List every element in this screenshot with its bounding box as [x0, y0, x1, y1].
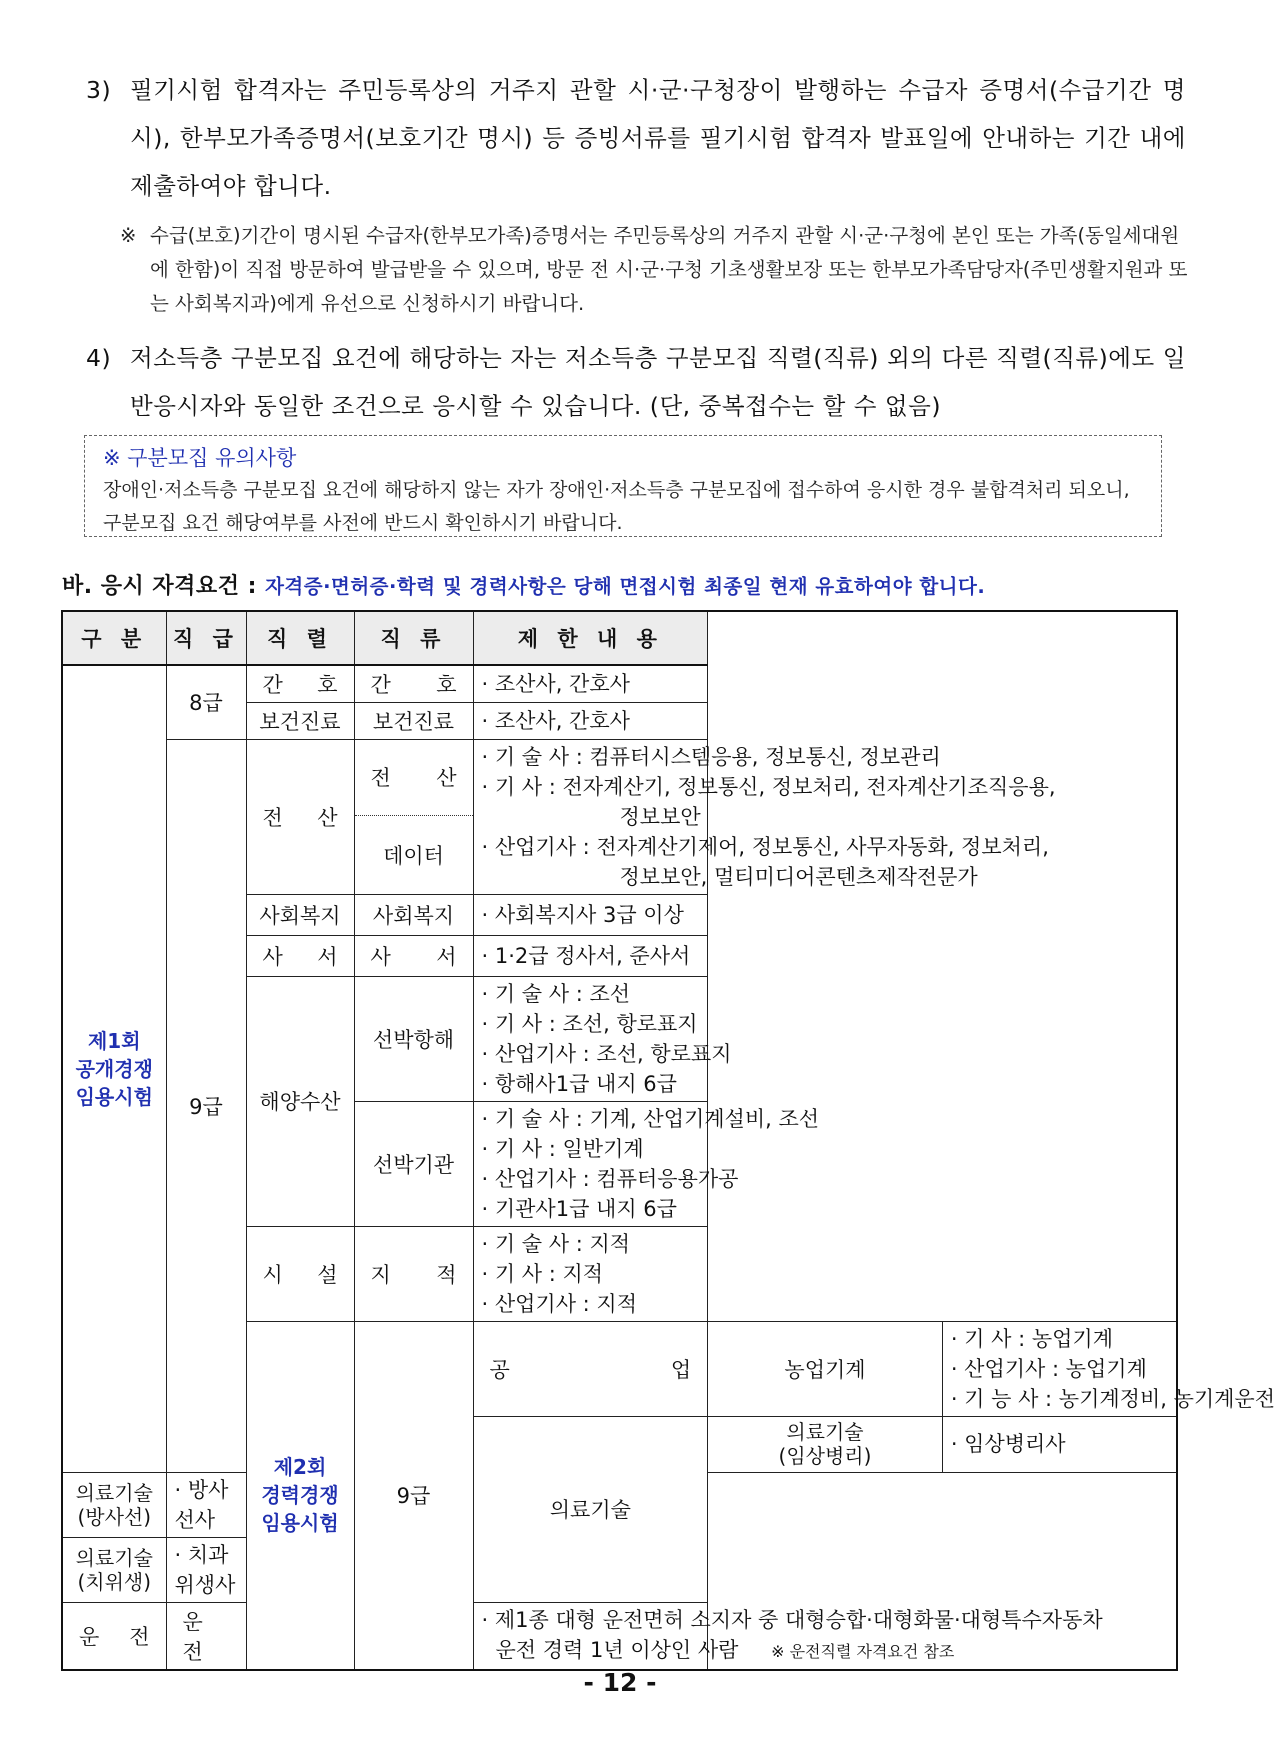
condition-line: · 기 술 사 : 조선 [481, 981, 631, 1006]
class-cell: 농업기계 [708, 1321, 943, 1416]
condition-line: · 기 술 사 : 지적 [481, 1231, 631, 1256]
series-cell: 공 업 [473, 1321, 708, 1416]
paragraph-3 [86, 66, 1186, 210]
class-cell: 의료기술 (방사선) [62, 1472, 166, 1537]
class-cell: 데이터 [354, 815, 473, 894]
condition-line: · 산업기사 : 조선, 항로표지 [481, 1041, 732, 1066]
class-cell: 보건진료 [354, 702, 473, 739]
class-cell: 운 전 [166, 1602, 246, 1670]
class-cell: 전 산 [354, 739, 473, 815]
conditions-cell: · 1·2급 정사서, 준사서 [473, 935, 708, 976]
table-row [62, 1602, 1177, 1670]
condition-line: · 기 사 : 조선, 항로표지 [481, 1011, 698, 1036]
table-header-row [62, 611, 1177, 665]
class-cell: 사회복지 [354, 894, 473, 935]
conditions-cell: · 임상병리사 [942, 1416, 1177, 1472]
series-cell: 사회복지 [246, 894, 354, 935]
series-cell: 사 서 [246, 935, 354, 976]
caution-box [84, 435, 1162, 537]
conditions-cell: · 사회복지사 3급 이상 [473, 894, 708, 935]
series-cell: 간 호 [246, 665, 354, 702]
paragraph-number: 4) [86, 344, 112, 372]
condition-line: · 산업기사 : 전자계산기제어, 정보통신, 사무자동화, 정보처리, [481, 834, 1049, 859]
condition-line: · 기 사 : 전자계산기, 정보통신, 정보처리, 전자계산기조직응용, [481, 774, 1056, 799]
conditions-cell: · 조산사, 간호사 [473, 702, 708, 739]
series-cell: 운 전 [62, 1602, 166, 1670]
condition-line: · 기 사 : 일반기계 [481, 1136, 644, 1161]
condition-line: · 기 사 : 지적 [481, 1261, 604, 1286]
condition-line: 정보보안 [619, 804, 701, 829]
conditions-cell: · 치과위생사 [166, 1537, 246, 1602]
header-class: 직 류 [354, 611, 473, 665]
conditions-cell [473, 1226, 708, 1321]
condition-line: · 산업기사 : 지적 [481, 1291, 637, 1316]
header-category: 구 분 [62, 611, 166, 665]
conditions-cell: · 조산사, 간호사 [473, 665, 708, 702]
note-mark: ※ [120, 224, 137, 247]
header-grade: 직 급 [166, 611, 246, 665]
paragraph-text: 저소득층 구분모집 요건에 해당하는 자는 저소득층 구분모집 직렬(직류) 외의 다른 직렬(직류)에도 일반응시자와 동일한 조건으로 응시할 수 있습니다. (단, 중복접수는 할 수 없음) [130, 344, 1186, 420]
class-cell: 의료기술 (임상병리) [708, 1416, 943, 1472]
class-cell: 선박기관 [354, 1101, 473, 1226]
exam-type-1: 제1회 공개경쟁 임용시험 [62, 665, 166, 1472]
conditions-cell: · 방사선사 [166, 1472, 246, 1537]
series-cell: 보건진료 [246, 702, 354, 739]
exam-type-2: 제2회 경력경쟁 임용시험 [246, 1321, 354, 1670]
note-certificate [120, 219, 1188, 321]
section-title: 바. 응시 자격요건 : [62, 574, 257, 599]
table-row [62, 665, 1177, 702]
conditions-cell [473, 1101, 820, 1226]
caution-text: 장애인·저소득층 구분모집 요건에 해당하지 않는 자가 장애인·저소득층 구분모집에 접수하여 응시한 경우 불합격처리 되오니, 구분모집 요건 해당여부를 사전에 반드시 확인하시기 바랍니다. [103, 479, 1130, 534]
series-cell: 시 설 [246, 1226, 354, 1321]
grade-cell: 9급 [354, 1321, 473, 1670]
condition-line: · 항해사1급 내지 6급 [481, 1071, 677, 1096]
class-cell: 사 서 [354, 935, 473, 976]
conditions-cell [473, 739, 1056, 894]
conditions-cell [473, 1602, 1103, 1670]
condition-line: · 기 술 사 : 컴퓨터시스템응용, 정보통신, 정보관리 [481, 744, 941, 769]
series-cell: 의료기술 [473, 1416, 708, 1602]
section-subtitle: 자격증·면허증·학력 및 경력사항은 당해 면접시험 최종일 현재 유효하여야 합니다. [265, 575, 986, 598]
requirements-table [61, 610, 1275, 1671]
table-row [62, 739, 1177, 815]
conditions-cell [473, 976, 732, 1101]
class-cell: 의료기술 (치위생) [62, 1537, 166, 1602]
grade-cell: 9급 [166, 739, 246, 1472]
note-text: 수급(보호)기간이 명시된 수급자(한부모가족)증명서는 주민등록상의 거주지 관할 시·군·구청에 본인 또는 가족(동일세대원에 한함)이 직접 방문하여 발급받을 수 있으며, 방문 전 시·군·구청 기초생활보장 또는 한부모가족담당자(주민생활지원과 또는 사회복지과)에게 유선으로 신청하시기 바랍니다. [150, 224, 1188, 315]
condition-line: 정보보안, 멀티미디어콘텐츠제작전문가 [619, 864, 978, 889]
section-heading [62, 569, 985, 600]
series-cell: 전 산 [246, 739, 354, 894]
paragraph-4 [86, 334, 1186, 430]
condition-line: · 기 술 사 : 기계, 산업기계설비, 조선 [481, 1106, 820, 1131]
series-cell: 해양수산 [246, 976, 354, 1226]
paragraph-text: 필기시험 합격자는 주민등록상의 거주지 관할 시·군·구청장이 발행하는 수급자 증명서(수급기간 명시), 한부모가족증명서(보호기간 명시) 등 증빙서류를 필기시험 합격자 발표일에 안내하는 기간 내에 제출하여야 합니다. [130, 76, 1186, 200]
condition-line: · 제1종 대형 운전면허 소지자 중 대형승합·대형화물·대형특수자동차 [481, 1607, 1103, 1632]
class-cell: 선박항해 [354, 976, 473, 1101]
class-cell: 간 호 [354, 665, 473, 702]
page-number: - 12 - [583, 1668, 657, 1697]
condition-line: · 기 능 사 : 농기계정비, 농기계운전 [950, 1386, 1275, 1411]
condition-line: · 산업기사 : 컴퓨터응용가공 [481, 1166, 739, 1191]
header-series: 직 렬 [246, 611, 354, 665]
header-conditions: 제 한 내 용 [473, 611, 708, 665]
paragraph-number: 3) [86, 76, 112, 104]
grade-cell: 8급 [166, 665, 246, 739]
condition-line: · 기관사1급 내지 6급 [481, 1196, 677, 1221]
condition-line: · 산업기사 : 농업기계 [950, 1356, 1147, 1381]
class-cell: 지 적 [354, 1226, 473, 1321]
caution-title: ※ 구분모집 유의사항 [103, 446, 297, 470]
condition-line [482, 1635, 955, 1667]
conditions-cell [942, 1321, 1275, 1416]
condition-text: 운전 경력 1년 이상인 사람 [495, 1637, 739, 1662]
condition-note: ※ 운전직렬 자격요건 참조 [771, 1641, 955, 1661]
condition-line: · 기 사 : 농업기계 [950, 1326, 1113, 1351]
